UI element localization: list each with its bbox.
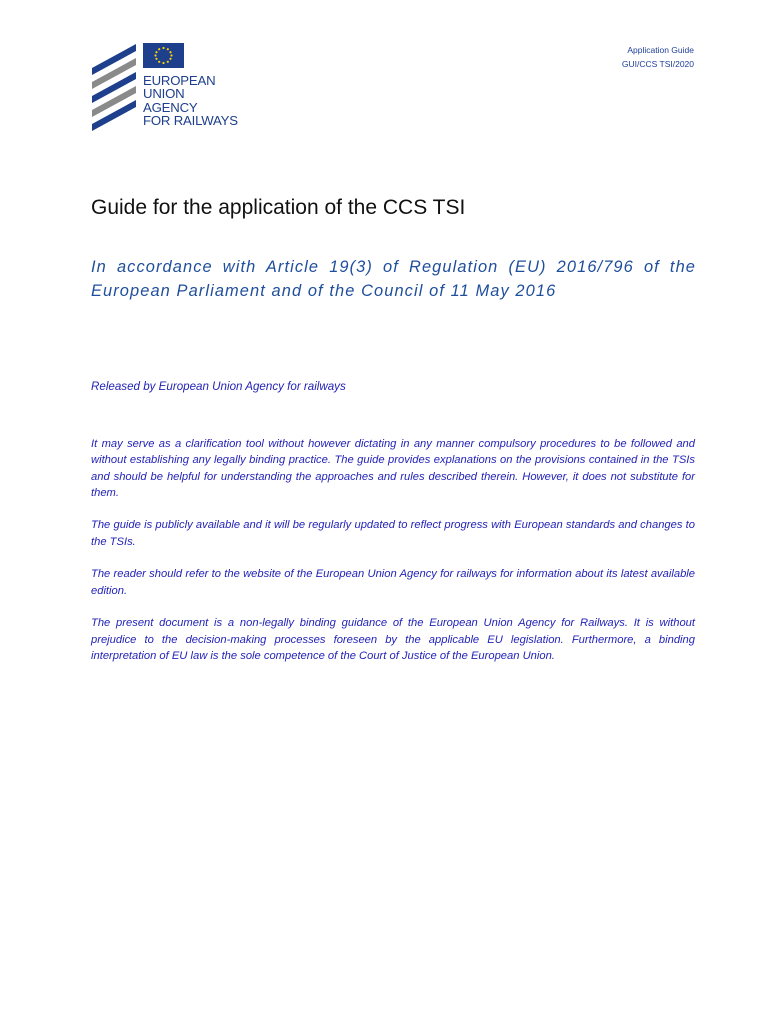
document-id: GUI/CCS TSI/2020 xyxy=(621,59,694,69)
disclaimer-paragraph-3: The reader should refer to the website of the European Union Agency for railways for information about its latest available edition. xyxy=(91,568,695,597)
document-title: Guide for the application of the CCS TSI xyxy=(91,196,466,219)
disclaimer-body xyxy=(91,436,695,680)
release-statement: Released by European Union Agency for railways xyxy=(91,380,346,393)
era-logo xyxy=(90,42,250,130)
document-subtitle: In accordance with Article 19(3) of Regulation (EU) 2016/796 of the European Parliament and of the Council of 11 May 2016 xyxy=(91,258,696,300)
logo-line-2: UNION xyxy=(143,86,185,102)
disclaimer-paragraph-1: It may serve as a clarification tool without however dictating in any manner compulsory procedures to be followed and without establishing any legally binding practice. The guide provides explanations on the provisions contained in the TSIs and should be helpful for understanding the approaches and rules described therein. However, it does not substitute for them. xyxy=(91,438,695,499)
disclaimer-paragraph-2: The guide is publicly available and it will be regularly updated to reflect progress with European standards and changes to the TSIs. xyxy=(91,519,695,548)
logo-wordmark xyxy=(143,74,238,128)
document-type: Application Guide xyxy=(627,45,694,55)
logo-line-3: AGENCY xyxy=(143,99,198,115)
logo-line-4: FOR RAILWAYS xyxy=(143,113,238,129)
disclaimer-paragraph-4: The present document is a non-legally binding guidance of the European Union Agency for Railways. It is without prejudice to the decision-making processes foreseen by the applicable EU legislation. Furthermore, a binding interpretation of EU law is the sole competence of the Court of Justice of the European Union. xyxy=(91,617,695,662)
logo-line-1: EUROPEAN xyxy=(143,73,216,88)
document-reference xyxy=(622,43,694,71)
